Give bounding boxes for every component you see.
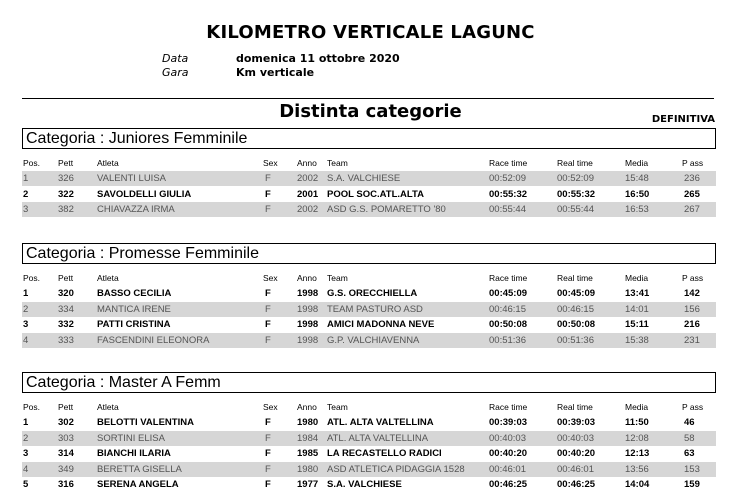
column-header: P ass (682, 158, 704, 168)
cell-pass: 159 (684, 479, 700, 490)
cell-media: 13:56 (625, 463, 649, 475)
cell-real: 00:55:44 (557, 204, 594, 215)
cell-real: 00:40:03 (557, 432, 594, 444)
cell-sex: F (265, 188, 271, 200)
column-header: Team (327, 402, 348, 412)
cell-anno: 1998 (297, 303, 319, 315)
cell-atleta: MANTICA IRENE (97, 303, 171, 315)
cell-team: S.A. VALCHIESE (327, 173, 401, 184)
cell-real: 00:46:15 (557, 303, 594, 315)
cell-anno: 1998 (297, 334, 319, 346)
document-title: KILOMETRO VERTICALE LAGUNC (206, 22, 535, 43)
cell-atleta: FASCENDINI ELEONORA (97, 334, 210, 346)
column-header: Team (327, 273, 348, 283)
column-header: Real time (557, 273, 593, 283)
cell-pass: 265 (684, 188, 700, 200)
cell-team: ASD ATLETICA PIDAGGIA 1528 (327, 463, 465, 475)
gara-value: Km verticale (236, 66, 315, 79)
status-label: DEFINITIVA (651, 114, 715, 125)
cell-real: 00:46:01 (557, 463, 594, 475)
column-header: Pett (58, 402, 74, 412)
cell-real: 00:39:03 (557, 417, 596, 428)
cell-sex: F (265, 463, 271, 475)
column-header: Pos. (23, 402, 41, 412)
cell-pass: 46 (684, 417, 695, 428)
cell-pos: 4 (23, 334, 29, 346)
cell-anno: 1998 (297, 319, 319, 330)
cell-sex: F (265, 204, 271, 215)
cell-pos: 3 (23, 448, 29, 459)
table-row (22, 302, 716, 317)
cell-media: 14:01 (625, 303, 649, 315)
cell-pos: 1 (23, 417, 29, 428)
cell-race: 00:51:36 (489, 334, 526, 346)
cell-team: ASD G.S. POMARETTO '80 (327, 204, 446, 215)
column-header: Sex (263, 402, 278, 412)
cell-media: 15:11 (625, 319, 649, 330)
cell-race: 00:55:32 (489, 188, 528, 200)
header-divider (22, 98, 714, 99)
cell-media: 14:04 (625, 479, 650, 490)
table-row (22, 415, 716, 430)
cell-pett: 303 (58, 432, 74, 444)
column-header: Pett (58, 273, 74, 283)
cell-media: 16:53 (625, 204, 649, 215)
column-header: Race time (489, 158, 528, 168)
cell-pos: 3 (23, 204, 29, 215)
cell-race: 00:50:08 (489, 319, 528, 330)
cell-pett: 332 (58, 319, 74, 330)
cell-real: 00:46:25 (557, 479, 596, 490)
column-header: Pos. (23, 158, 41, 168)
cell-real: 00:50:08 (557, 319, 596, 330)
cell-team: AMICI MADONNA NEVE (327, 319, 435, 330)
table-row (22, 202, 716, 217)
cell-pos: 4 (23, 463, 29, 475)
cell-pass: 142 (684, 288, 700, 299)
cell-team: ATL. ALTA VALTELLINA (327, 432, 429, 444)
column-header: Race time (489, 273, 528, 283)
table-row (22, 431, 716, 446)
cell-atleta: BELOTTI VALENTINA (97, 417, 194, 428)
cell-atleta: SAVOLDELLI GIULIA (97, 188, 192, 200)
cell-pass: 216 (684, 319, 700, 330)
cell-race: 00:45:09 (489, 288, 528, 299)
column-header: Media (625, 158, 649, 168)
cell-sex: F (265, 479, 271, 490)
cell-atleta: BASSO CECILIA (97, 288, 172, 299)
cell-sex: F (265, 432, 271, 444)
cell-team: POOL SOC.ATL.ALTA (327, 188, 424, 200)
cell-sex: F (265, 334, 271, 346)
cell-pett: 334 (58, 303, 74, 315)
cell-pos: 2 (23, 188, 29, 200)
cell-anno: 1984 (297, 432, 319, 444)
category-title: Categoria : Juniores Femminile (22, 128, 716, 149)
table-row (22, 317, 716, 332)
table-header (22, 271, 716, 286)
cell-anno: 2002 (297, 173, 319, 184)
cell-anno: 1998 (297, 288, 319, 299)
table-header (22, 156, 716, 171)
cell-anno: 1985 (297, 448, 319, 459)
column-header: Race time (489, 402, 528, 412)
table-row (22, 477, 716, 492)
cell-sex: F (265, 319, 271, 330)
table-header (22, 400, 716, 415)
cell-pett: 333 (58, 334, 74, 346)
cell-real: 00:40:20 (557, 448, 596, 459)
cell-sex: F (265, 288, 271, 299)
cell-sex: F (265, 417, 271, 428)
cell-atleta: SORTINI ELISA (97, 432, 165, 444)
section-title: Distinta categorie (279, 101, 462, 122)
data-label: Data (162, 52, 189, 65)
cell-race: 00:55:44 (489, 204, 526, 215)
cell-pett: 322 (58, 188, 74, 200)
cell-atleta: SERENA ANGELA (97, 479, 179, 490)
cell-pett: 382 (58, 204, 74, 215)
cell-pett: 314 (58, 448, 74, 459)
cell-atleta: VALENTI LUISA (97, 173, 166, 184)
column-header: Anno (297, 402, 317, 412)
column-header: Sex (263, 158, 278, 168)
cell-team: S.A. VALCHIESE (327, 479, 402, 490)
cell-real: 00:45:09 (557, 288, 596, 299)
cell-pass: 63 (684, 448, 695, 459)
cell-pass: 156 (684, 303, 700, 315)
column-header: Team (327, 158, 348, 168)
table-row (22, 462, 716, 477)
cell-pass: 58 (684, 432, 695, 444)
cell-pass: 236 (684, 173, 700, 184)
cell-anno: 1980 (297, 417, 319, 428)
cell-race: 00:40:20 (489, 448, 528, 459)
cell-media: 15:38 (625, 334, 649, 346)
cell-pos: 2 (23, 303, 29, 315)
column-header: Sex (263, 273, 278, 283)
cell-anno: 1980 (297, 463, 319, 475)
column-header: Media (625, 402, 649, 412)
cell-anno: 2001 (297, 188, 319, 200)
table-row (22, 187, 716, 202)
cell-race: 00:46:15 (489, 303, 526, 315)
cell-atleta: BERETTA GISELLA (97, 463, 182, 475)
cell-team: G.P. VALCHIAVENNA (327, 334, 420, 346)
cell-team: G.S. ORECCHIELLA (327, 288, 418, 299)
column-header: Atleta (97, 273, 119, 283)
table-row (22, 446, 716, 461)
cell-pos: 1 (23, 173, 29, 184)
column-header: Pett (58, 158, 74, 168)
column-header: P ass (682, 273, 704, 283)
column-header: Atleta (97, 402, 119, 412)
cell-race: 00:46:01 (489, 463, 526, 475)
table-row (22, 333, 716, 348)
cell-race: 00:52:09 (489, 173, 526, 184)
cell-pett: 326 (58, 173, 74, 184)
cell-race: 00:40:03 (489, 432, 526, 444)
column-header: Real time (557, 402, 593, 412)
column-header: Media (625, 273, 649, 283)
cell-media: 12:13 (625, 448, 650, 459)
column-header: P ass (682, 402, 704, 412)
table-row (22, 286, 716, 301)
cell-real: 00:51:36 (557, 334, 594, 346)
cell-atleta: CHIAVAZZA IRMA (97, 204, 175, 215)
cell-sex: F (265, 303, 271, 315)
cell-pett: 320 (58, 288, 74, 299)
cell-pett: 302 (58, 417, 74, 428)
gara-label: Gara (162, 66, 189, 79)
cell-race: 00:46:25 (489, 479, 528, 490)
cell-sex: F (265, 448, 271, 459)
data-value: domenica 11 ottobre 2020 (236, 52, 400, 65)
cell-sex: F (265, 173, 271, 184)
cell-anno: 1977 (297, 479, 319, 490)
column-header: Anno (297, 273, 317, 283)
cell-media: 15:48 (625, 173, 649, 184)
cell-pass: 153 (684, 463, 700, 475)
cell-team: ATL. ALTA VALTELLINA (327, 417, 434, 428)
cell-team: LA RECASTELLO RADICI (327, 448, 442, 459)
category-title: Categoria : Promesse Femminile (22, 243, 716, 264)
cell-media: 16:50 (625, 188, 650, 200)
cell-media: 11:50 (625, 417, 649, 428)
cell-real: 00:55:32 (557, 188, 596, 200)
cell-pett: 316 (58, 479, 74, 490)
cell-real: 00:52:09 (557, 173, 594, 184)
cell-pass: 267 (684, 204, 700, 215)
column-header: Anno (297, 158, 317, 168)
cell-pett: 349 (58, 463, 74, 475)
cell-anno: 2002 (297, 204, 319, 215)
cell-atleta: PATTI CRISTINA (97, 319, 171, 330)
table-row (22, 171, 716, 186)
cell-pos: 5 (23, 479, 29, 490)
cell-pos: 1 (23, 288, 29, 299)
column-header: Real time (557, 158, 593, 168)
cell-pos: 2 (23, 432, 29, 444)
column-header: Pos. (23, 273, 41, 283)
cell-atleta: BIANCHI ILARIA (97, 448, 171, 459)
cell-pass: 231 (684, 334, 700, 346)
column-header: Atleta (97, 158, 119, 168)
cell-team: TEAM PASTURO ASD (327, 303, 423, 315)
cell-pos: 3 (23, 319, 29, 330)
cell-media: 13:41 (625, 288, 650, 299)
category-title: Categoria : Master A Femm (22, 372, 716, 393)
cell-race: 00:39:03 (489, 417, 528, 428)
cell-media: 12:08 (625, 432, 649, 444)
